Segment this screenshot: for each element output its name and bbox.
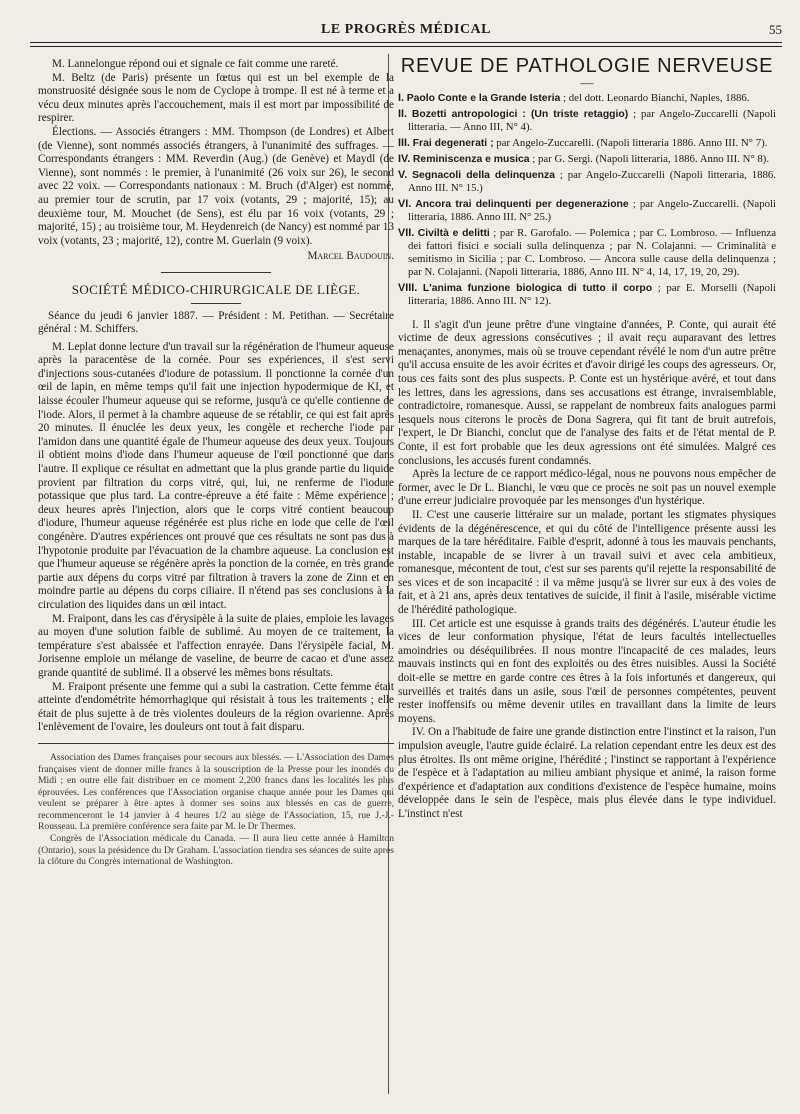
- bibliography: [398, 92, 776, 308]
- left-column: [38, 58, 394, 868]
- biblio-item: V. Segnacoli della delinquenza ; par Angelo-Zuccarelli (Napoli litteraria, 1886. Anno III. N° 15.): [398, 168, 777, 194]
- revue-title: REVUE DE PATHOLOGIE NERVEUSE: [400, 55, 774, 77]
- review-body: [398, 319, 776, 822]
- header-rule: [30, 42, 782, 43]
- paragraph: M. Beltz (de Paris) présente un fœtus qui est un bel exemple de la monstruosité désignée sous le nom de Cyclope à trompe. Il est né à terme et a vécu deux minutes après l'accouchement, mais il est mort par impossibilité de respirer.: [38, 71, 394, 125]
- page-header: [30, 22, 782, 48]
- header-rule-thin: [30, 46, 782, 47]
- paragraph: M. Leplat donne lecture d'un travail sur la régénération de l'humeur aqueuse après la paracentèse de la cornée. Pour ses expériences, il s'est servi d'injections sous-cutanées d'iodure de potassium. Il ponctionne la cornée d'un œil de lapin, en même temps qu'il fait une injection hypodermique de KI, et laisse écouler l'humeur aqueuse qui se reforme, jusqu'à ce qu'elle contienne de l'iode. Alors, il permet à la chambre aqueuse de se rétablir, ce qui est fait après 20 minutes. Il énuclée les deux yeux, les congèle et recherche l'iode par l'amidon dans une quantité égale de l'humeur aqueuse des deux yeux. Toujours il obtient moins d'iode dans l'humeur aqueuse de l'œil ponctionné que dans l'autre. Il explique ce résultat en admettant que la plus grande partie du liquide provient par filtration du corps vitré, qui, lui, ne renferme de l'iodure potassique que plus tard. La contre-épreuve a été faite : Même expérience ; deux heures après l'injection, alors que le corps vitré contient beaucoup d'iodure, l'humeur aqueuse régénérée est plus riche en iode que celle de l'œil congénère. D'autres expériences ont prouvé que ces résultats ne sont pas dus à l'hypotonie produite par l'évacuation de la chambre aqueuse. La conclusion est que l'humeur aqueuse se régénère après la ponction de la cornée, en très grande partie aux dépens du corps vitré par filtration à travers la zone de Zinn et en moindre partie au dépens du corps ciliaire. Il n'étend pas ses conclusions à la circulation des liquides dans un œil intact.: [38, 340, 394, 611]
- biblio-item: II. Bozetti antropologici : (Un triste retaggio) ; par Angelo-Zuccarelli (Napoli litteraria. — Anno III, N° 4).: [398, 107, 776, 133]
- divider: [161, 272, 271, 273]
- biblio-item: VII. Civiltà e delitti ; par R. Garofalo. — Polemica ; par C. Lombroso. — Influenza dei fattori fisici e sociali sulla delinquenza ; par N. Colajanni. — Criminalità e semitismo in Sicilia ; par C. Lombroso. — Ancora sulle cause della delinquenza ; par N. Colajanni. (Napoli litteraria, 1886, Anno III. N° 4, 14, 17, 19, 20, 29).: [398, 226, 776, 278]
- paragraph: M. Fraipont, dans les cas d'érysipèle à la suite de plaies, emploie les lavages au moyen d'une solution faible de sublimé. Au moyen de ce traitement, la température s'est abaissée et l'affection enrayée. Dans l'érysipèle facial, M. Jorisenne emploie un mélange de vaseline, de beurre de cacao et d'une assez grande quantité de sublimé. Il a observé les mêmes bons résultats.: [38, 612, 394, 679]
- note: Congrès de l'Association médicale du Canada. — Il aura lieu cette année à Hamilton (Ontario), sous la présidence du Dr Graham. L'association tiendra ses séances de suite après la clôture du Congrès international de Washington.: [38, 833, 394, 868]
- biblio-item: III. Frai degenerati ; par Angelo-Zuccarelli. (Napoli litteraria 1886. Anno III. N° 7).: [398, 136, 768, 149]
- paragraph: M. Fraipont présente une femme qui a subi la castration. Cette femme était atteinte d'endométrite hémorrhagique qui résistait à tous les traitements ; elle était de plus sujette à de très violentes douleurs de la région ovarienne. Après l'enlèvement de l'ovaire, les douleurs ont tout à fait disparu.: [38, 680, 394, 734]
- divider: [38, 743, 394, 744]
- page-number: 55: [769, 22, 782, 37]
- biblio-item: VIII. L'anima funzione biologica di tutto il corpo ; par E. Morselli (Napoli litteraria, 1886. Anno III. N° 12).: [398, 281, 776, 307]
- signature: Marcel Baudouin.: [307, 250, 394, 263]
- biblio-item: I. Paolo Conte e la Grande Isteria ; del dott. Leonardo Bianchi, Naples, 1886.: [398, 91, 750, 104]
- paragraph: III. Cet article est une esquisse à grands traits des dégénérés. L'auteur étudie les vices de leur conformation physique, l'état de leurs facultés intellectuelles amoindries ou déséquilibrées. Il nous montre l'incapacité de ces malades, leurs mauvais instincts qui en font des exploités ou des êtres nuisibles. Aussi la Société doit-elle se mettre en garde contre ces êtres à la fois infortunés et dangereux, qui surveillés et traités dans un asile, sous l'œil de personnes compétentes, peuvent rester inoffensifs ou même devenir utiles en travaillant dans la limite de leurs moyens.: [398, 617, 776, 725]
- notes: [38, 752, 394, 868]
- paragraph: Élections. — Associés étrangers : MM. Thompson (de Londres) et Albert (de Vienne), sont nommés associés étrangers, à l'unanimité des suffrages. — Correspondants étrangers : MM. Reverdin (Aug.) (de Genève) et Maydl (de Vienne), sont nommés : le premier, à l'unanimité (26 voix sur 26), le second avec 22 voix. — Correspondants nationaux : M. Bruch (d'Alger) est nommé, au premier tour de scrutin, par 17 voix (votants, 29 ; majorité, 15); au deuxième tour, M. Mouchet (de Sens), est élu par 16 voix (votants, 29 ; majorité, 15) ; au troisième tour, M. Heydenreich (de Nancy) est nommé par 13 voix (votants, 23 ; majorité, 12), contre M. Guerlain (9 voix).: [38, 125, 394, 247]
- paragraph: Après la lecture de ce rapport médico-légal, nous ne pouvons nous empêcher de former, avec le Dr L. Bianchi, le vœu que ce procès ne soit pas un nouvel exemple d'une erreur judiciaire provoquée par les mensonges d'un hystérique.: [398, 468, 776, 508]
- right-column: [398, 55, 777, 822]
- section-title: SOCIÉTÉ MÉDICO-CHIRURGICALE DE LIÈGE.: [71, 281, 361, 297]
- title-dash: —: [580, 74, 594, 90]
- journal-title: LE PROGRÈS MÉDICAL: [320, 22, 492, 37]
- paragraph: II. C'est une causerie littéraire sur un malade, portant les stigmates physiques évidents de la dégénérescence, et qui du côté de l'intelligence présente aussi les marques de la tare héréditaire. Faible d'esprit, adonné à tous les mauvais penchants, instable, incapable de se livrer à un travail suivi et avec cela ambitieux, romanesque, mécontent de tout, c'est sur ses parents qu'il rejette la responsabilité de ses vices et de son incapacité : il va même jusqu'à se livrer sur eux à des voies de fait, et à 21 ans, après deux tentatives de suicide, il finit à l'asile, misérable victime de l'hérédité pathologique.: [398, 508, 776, 617]
- seance-line: Séance du jeudi 6 janvier 1887. — Président : M. Petithan. — Secrétaire général : M. Schiffers.: [38, 309, 394, 336]
- paragraph: IV. On a l'habitude de faire une grande distinction entre l'instinct et la raison, l'un impulsion aveugle, l'autre guide éclairé. La relation cependant entre les deux est des plus étroites. Ils ont même origine, l'hérédité ; l'instinct se rapportant à l'expérience de l'espèce et à l'adaptation au milieu ambiant physique et animé, la raison forme d'expérience et d'adaptation aux conditions d'existence de l'espèce humaine, moins développée dans le sein de l'espèce, mais plus élevée dans le type individuel. L'instinct n'est: [398, 726, 776, 820]
- divider: [191, 303, 241, 304]
- note: Association des Dames françaises pour secours aux blessés. — L'Association des Dames françaises vient de donner mille francs à la souscription de la Presse pour les inondés du Midi ; en outre elle fait distribuer en ce moment 2,200 francs dans les localités les plus éprouvées. Les conférences que l'Association organise chaque année pour les Dames qui veulent se préparer à être aptes à donner ses soins aux blessés en cas de guerre, recommenceront le 14 janvier à 4 heures 1/2 au siège de l'Association, 15, rue J.-J.-Rousseau. La première conférence sera faite par M. le Dr Thermes.: [38, 751, 394, 833]
- biblio-item: VI. Ancora trai delinquenti per degenerazione ; par Angelo-Zuccarelli. (Napoli litteraria, 1886. Anno III. N° 25.): [398, 197, 776, 223]
- biblio-item: IV. Reminiscenza e musica ; par G. Sergi. (Napoli litteraria, 1886. Anno III. N° 8).: [398, 152, 770, 165]
- paragraph: M. Lannelongue répond oui et signale ce fait comme une rareté.: [52, 58, 339, 70]
- paragraph: I. Il s'agit d'un jeune prêtre d'une vingtaine d'années, P. Conte, qui aurait été victime de deux agressions consécutives ; il avait reçu auparavant des lettres menaçantes, anonymes, mais où se trouve cependant révélé le nom d'un autre prêtre qu'il accusa ensuite de les avoir écrites et d'avoir dirigé les coups des agresseurs. Or, tous ces faits sont des plus suspects. P. Conte est un hystérique avéré, et tout dans les lettres, dans les agressions, dans ses accusations est étrange, invraisemblable, contradictoire, romanesque. Aussi, se rappelant de nombreux faits analogues parmi lesquels nous citerons le procès de Dona Sagrera, qui fit tant de bruit autrefois, l'expert, le Dr Bianchi, conclut que de l'analyse des faits et de l'état mental de P. Conte, il est fort probable que les deux agressions ont été simulées. Malgré ces conclusions, les accusés furent condamnés.: [398, 318, 776, 467]
